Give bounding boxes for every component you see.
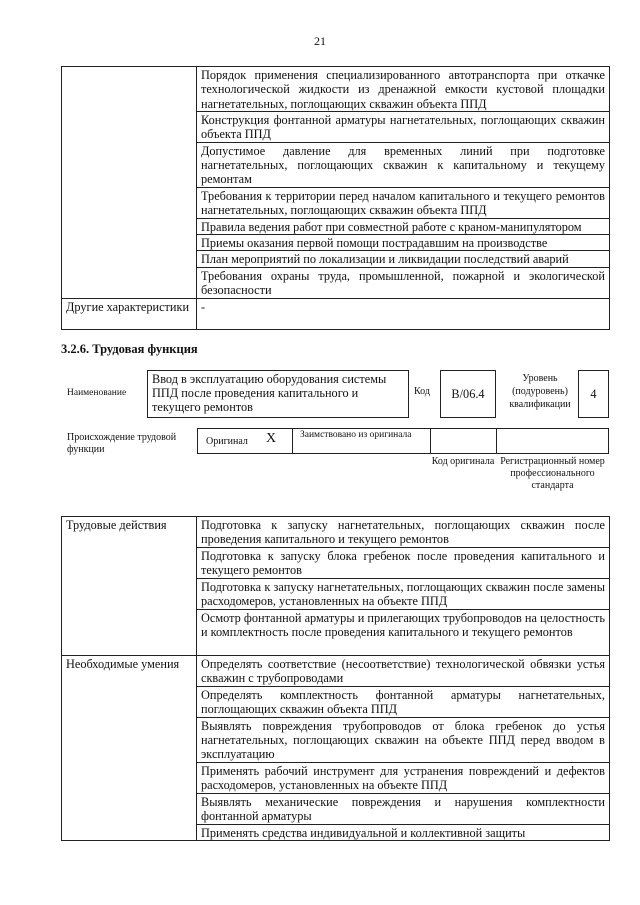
other-characteristics-value: - — [197, 298, 610, 329]
name-value: Ввод в эксплуатацию оборудования системы ППД после проведения капитального и текущего ремонтов — [147, 370, 409, 418]
knowledge-item: Приемы оказания первой помощи пострадавшим на производстве — [197, 235, 610, 251]
empty-label-cell — [62, 67, 197, 299]
table-row — [62, 517, 610, 548]
labor-actions-label: Трудовые действия — [62, 517, 197, 656]
knowledge-item: Правила ведения работ при совместной работе с краном-манипулятором — [197, 218, 610, 234]
labor-functions-table — [61, 516, 610, 841]
original-label: Оригинал — [206, 436, 248, 447]
table-row — [62, 656, 610, 687]
knowledge-item: Порядок применения специализированного автотранспорта при откачке технологической жидкости из дренажной емкости кустовой площадки нагнетательных, поглощающих скважин объекта ППД — [197, 67, 610, 112]
code-value: B/06.4 — [440, 370, 496, 418]
knowledge-item: Требования охраны труда, промышленной, пожарной и экологической безопасности — [197, 267, 610, 298]
skill-item: Определять соответствие (несоответствие) технологической обвязки устья скважин с трубопроводами — [197, 656, 610, 687]
labor-action-item: Подготовка к запуску нагнетательных, поглощающих скважин после проведения капитального и текущего ремонтов — [197, 517, 610, 548]
table-row — [62, 298, 610, 329]
qualification-level-label: Уровень (подуровень) квалификации — [509, 373, 571, 410]
origin-label: Происхождение трудовой функции — [67, 432, 177, 455]
skill-item: Применять рабочий инструмент для устранения повреждений и дефектов расходомеров, установленных на объекте ППД — [197, 762, 610, 793]
name-label: Наименование — [67, 388, 127, 398]
labor-action-item: Подготовка к запуску нагнетательных, поглощающих скважин после замены расходомеров, установленных на объекте ППД — [197, 579, 610, 610]
skill-item: Выявлять механические повреждения и нарушения комплектности фонтанной арматуры — [197, 793, 610, 824]
borrowed-label: Заимствовано из оригинала — [300, 430, 412, 440]
knowledge-table — [61, 66, 610, 330]
skill-item: Определять комплектность фонтанной арматуры нагнетательных, поглощающих скважин объекта ППД — [197, 686, 610, 717]
knowledge-item: План мероприятий по локализации и ликвидации последствий аварий — [197, 251, 610, 267]
skill-item: Применять средства индивидуальной и коллективной защиты — [197, 824, 610, 840]
page-number: 21 — [314, 34, 326, 48]
skill-item: Выявлять повреждения трубопроводов от блока гребенок до устья нагнетательных, поглощающих скважин на объекте ППД перед вводом в эксплуатацию — [197, 717, 610, 762]
labor-action-item: Осмотр фонтанной арматуры и прилегающих трубопроводов на целостность и комплектность после проведения капитального и текущего ремонтов — [197, 610, 610, 656]
required-skills-label: Необходимые умения — [62, 656, 197, 841]
origin-code-cell — [430, 429, 497, 453]
knowledge-item: Конструкция фонтанной арматуры нагнетательных, поглощающих скважин объекта ППД — [197, 111, 610, 142]
registration-number-label: Регистрационный номер профессионального стандарта — [500, 456, 605, 491]
knowledge-item: Допустимое давление для временных линий при подготовке нагнетательных, поглощающих скважин к капитальному и текущему ремонтам — [197, 142, 610, 187]
origin-code-label: Код оригинала — [431, 456, 495, 467]
section-heading: 3.2.6. Трудовая функция — [61, 342, 198, 356]
labor-action-item: Подготовка к запуску блока гребенок после проведения капитального и текущего ремонтов — [197, 548, 610, 579]
qualification-level-value: 4 — [578, 370, 609, 418]
knowledge-item: Требования к территории перед началом капитального и текущего ремонтов нагнетательных, поглощающих скважин объекта ППД — [197, 187, 610, 218]
table-row — [62, 67, 610, 112]
other-characteristics-label: Другие характеристики — [62, 298, 197, 329]
code-label: Код — [414, 386, 430, 397]
original-mark: X — [266, 431, 277, 446]
